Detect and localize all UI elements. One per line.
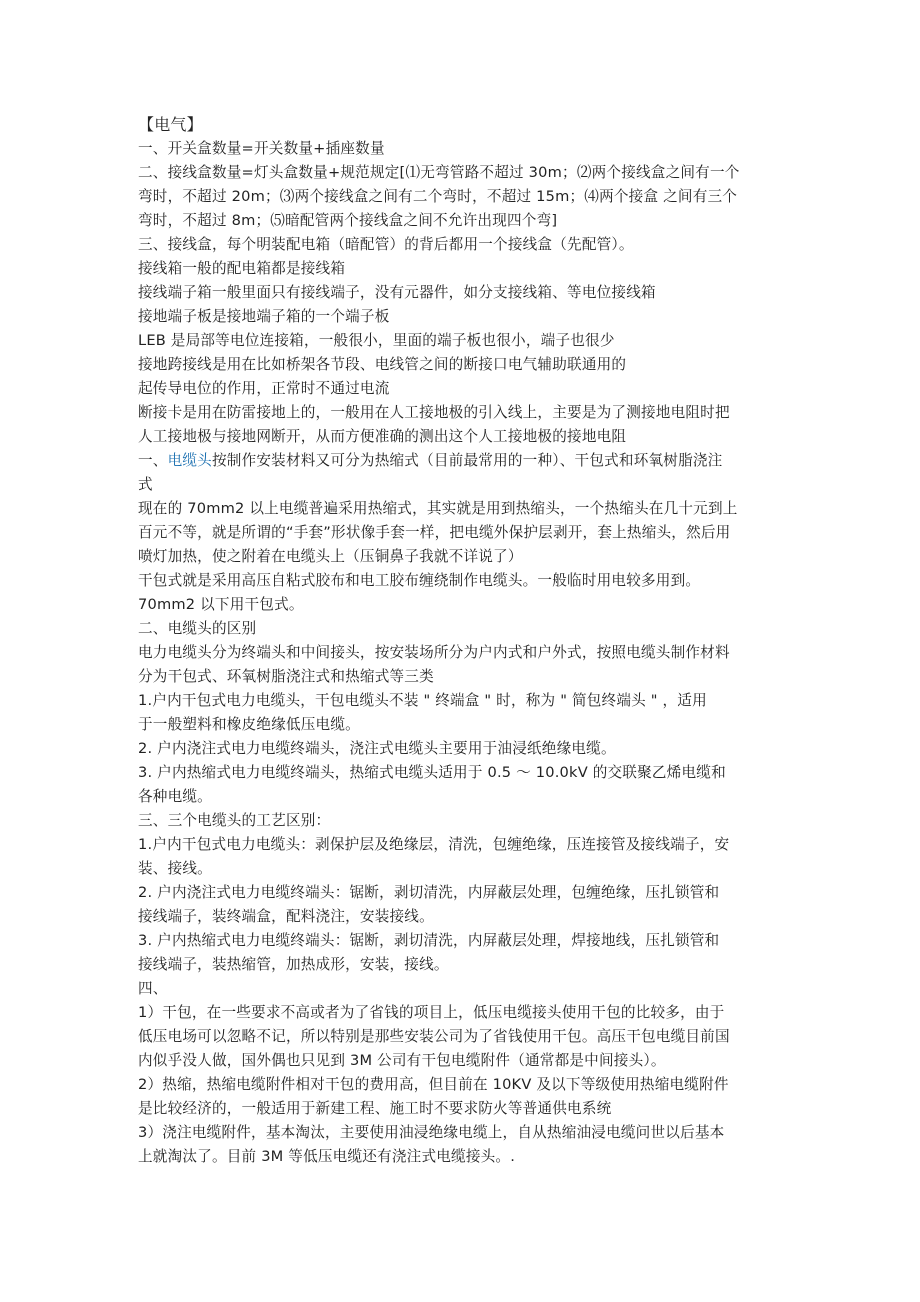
- text-line: 弯时，不超过 20m；⑶两个接线盒之间有二个弯时，不超过 15m；⑷两个接盒 之间有三个: [138, 188, 738, 205]
- text-line: 起传导电位的作用，正常时不通过电流: [138, 380, 390, 397]
- text-line: 一、开关盒数量=开关数量+插座数量: [138, 140, 385, 157]
- text-line: 1）干包，在一些要求不高或者为了省钱的项目上，低压电缆接头使用干包的比较多，由于: [138, 1004, 725, 1021]
- text-line: 3. 户内热缩式电力电缆终端头，热缩式电缆头适用于 0.5 ～ 10.0kV 的交联聚乙烯电缆和: [138, 764, 726, 781]
- line-prefix: 一、: [138, 452, 168, 469]
- text-line: 式: [138, 476, 153, 493]
- text-line-cable-head: [138, 449, 788, 473]
- text-line: 接线端子，装热缩管，加热成形，安装，接线。: [138, 956, 449, 973]
- text-line: 接地端子板是接地端子箱的一个端子板: [138, 308, 390, 325]
- text-line: 百元不等，就是所谓的“手套”形状像手套一样，把电缆外保护层剥开，套上热缩头，然后用: [138, 524, 731, 541]
- cable-head-link[interactable]: 电缆头: [167, 452, 212, 469]
- text-line: 于一般塑料和橡皮绝缘低压电缆。: [138, 716, 360, 733]
- text-block-b: [138, 473, 788, 1169]
- text-line: 电力电缆头分为终端头和中间接头，按安装场所分为户内式和户外式，按照电缆头制作材料: [138, 644, 730, 661]
- text-line: 人工接地极与接地网断开，从而方便准确的测出这个人工接地极的接地电阻: [138, 428, 627, 445]
- text-line: 现在的 70mm2 以上电缆普遍采用热缩式，其实就是用到热缩头，一个热缩头在几十元到上: [138, 500, 738, 517]
- text-line: 干包式就是采用高压自粘式胶布和电工胶布缠绕制作电缆头。一般临时用电较多用到。: [138, 572, 701, 589]
- text-line: 三、三个电缆头的工艺区别：: [138, 812, 331, 829]
- text-line: 3）浇注电缆附件，基本淘汰，主要使用油浸绝缘电缆上，自从热缩油浸电缆问世以后基本: [138, 1124, 725, 1141]
- text-line: 断接卡是用在防雷接地上的，一般用在人工接地极的引入线上，主要是为了测接地电阻时把: [138, 404, 730, 421]
- text-line: 四、: [138, 980, 168, 997]
- text-line: 内似乎没人做，国外偶也只见到 3M 公司有干包电缆附件（通常都是中间接头）。: [138, 1052, 666, 1069]
- document-title: 【电气】: [138, 115, 203, 134]
- text-line: 1.户内干包式电力电缆头，干包电缆头不装 " 终端盒 " 时，称为 " 简包终端头 " ，适用: [138, 692, 707, 709]
- text-block-a: [138, 137, 788, 449]
- text-line: 70mm2 以下用干包式。: [138, 596, 304, 613]
- text-line: 低压电场可以忽略不记，所以特别是那些安装公司为了省钱使用干包。高压干包电缆目前国: [138, 1028, 730, 1045]
- text-line: 接线端子，装终端盒，配料浇注，安装接线。: [138, 908, 434, 925]
- text-line: 各种电缆。: [138, 788, 212, 805]
- document-body: [138, 113, 788, 1169]
- text-line: 三、接线盒，每个明装配电箱（暗配管）的背后都用一个接线盒（先配管）。: [138, 236, 634, 253]
- text-line: 二、电缆头的区别: [138, 620, 257, 637]
- text-line: LEB 是局部等电位连接箱，一般很小，里面的端子板也很小，端子也很少: [138, 332, 615, 349]
- text-line: 接线端子箱一般里面只有接线端子，没有元器件，如分支接线箱、等电位接线箱: [138, 284, 656, 301]
- text-line: 上就淘汰了。目前 3M 等低压电缆还有浇注式电缆接头。.: [138, 1148, 516, 1165]
- line-suffix: 按制作安装材料又可分为热缩式（目前最常用的一种）、干包式和环氧树脂浇注: [211, 452, 723, 469]
- text-line: 二、接线盒数量=灯头盒数量+规范规定[⑴无弯管路不超过 30m；⑵两个接线盒之间有一个: [138, 164, 740, 181]
- text-line: 弯时，不超过 8m；⑸暗配管两个接线盒之间不允许出现四个弯]: [138, 212, 558, 229]
- text-line: 接地跨接线是用在比如桥架各节段、电线管之间的断接口电气辅助联通用的: [138, 356, 627, 373]
- text-line: 喷灯加热，使之附着在电缆头上（压铜鼻子我就不详说了）: [138, 548, 523, 565]
- text-line: 装、接线。: [138, 860, 212, 877]
- text-line: 2. 户内浇注式电力电缆终端头，浇注式电缆头主要用于油浸纸绝缘电缆。: [138, 740, 616, 757]
- text-line: 2. 户内浇注式电力电缆终端头：锯断，剥切清洗，内屏蔽层处理，包缠绝缘，压扎锁管和: [138, 884, 720, 901]
- text-line: 是比较经济的，一般适用于新建工程、施工时不要求防火等普通供电系统: [138, 1100, 612, 1117]
- text-line: 3. 户内热缩式电力电缆终端头：锯断，剥切清洗，内屏蔽层处理，焊接地线，压扎锁管和: [138, 932, 720, 949]
- text-line: 接线箱一般的配电箱都是接线箱: [138, 260, 346, 277]
- text-line: 1.户内干包式电力电缆头：剥保护层及绝缘层，清洗，包缠绝缘，压连接管及接线端子，安: [138, 836, 730, 853]
- text-line: 分为干包式、环氧树脂浇注式和热缩式等三类: [138, 668, 434, 685]
- text-line: 2）热缩，热缩电缆附件相对干包的费用高，但目前在 10KV 及以下等级使用热缩电缆附件: [138, 1076, 729, 1093]
